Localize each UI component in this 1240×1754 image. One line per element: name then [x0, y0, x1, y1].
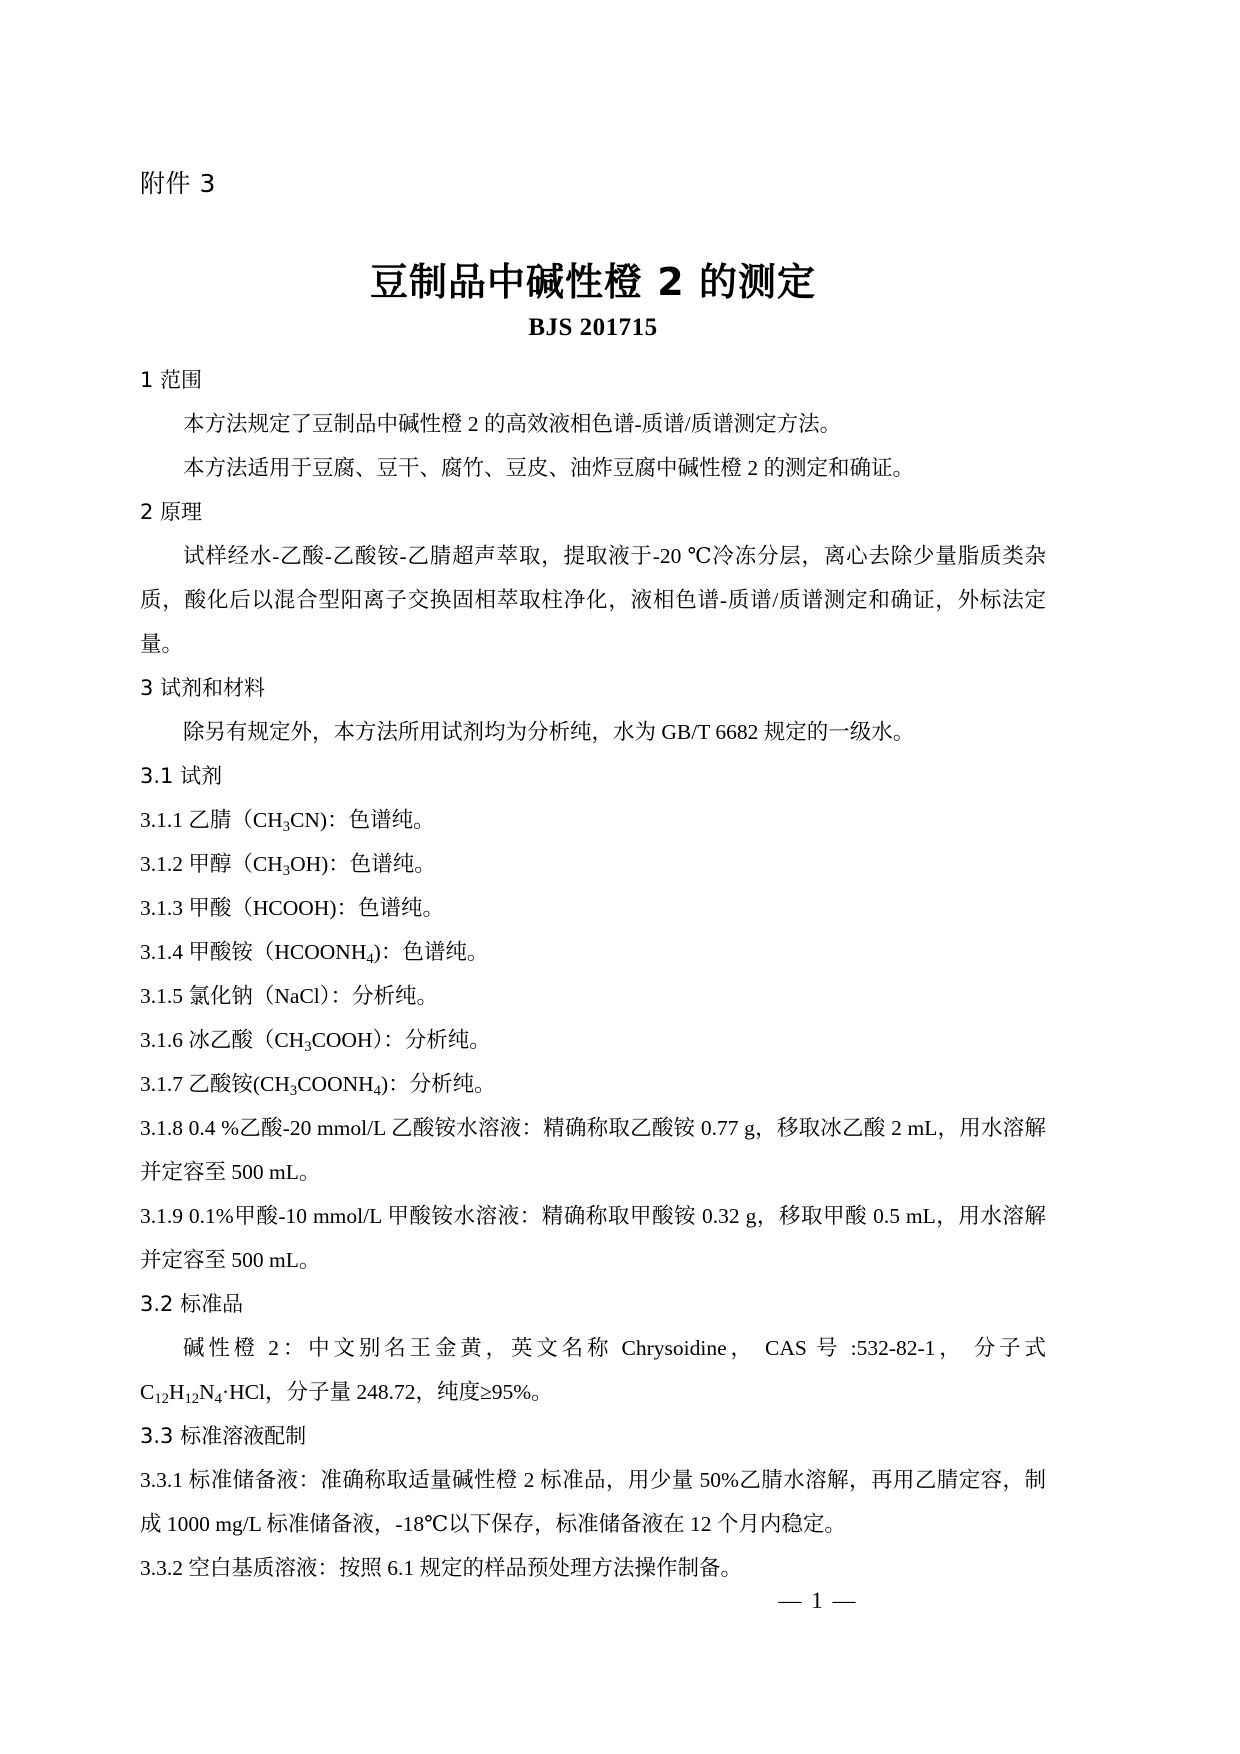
formula-subscript: 3 [282, 819, 291, 836]
reagent-text-tail: CN)：色谱纯。 [290, 808, 435, 832]
formula-subscript: 3 [304, 1039, 312, 1056]
reagent-text: 甲酸铵（HCOONH [188, 940, 367, 964]
document-code: BJS 201715 [528, 314, 658, 341]
reagent-item [140, 1062, 1046, 1106]
reagent-item [140, 886, 1046, 930]
scope-paragraph-2: 本方法适用于豆腐、豆干、腐竹、豆皮、油炸豆腐中碱性橙 2 的测定和确证。 [183, 456, 915, 480]
formula-subscript: 4 [366, 951, 374, 968]
reagent-item [140, 930, 1046, 974]
attachment-label: 附件 3 [140, 169, 216, 198]
reagent-id: 3.1.5 [140, 984, 183, 1008]
reagent-text: 甲醇（CH [188, 852, 283, 876]
formula-subscript: 4 [373, 1083, 381, 1100]
reagent-item-318: 3.1.8 0.4 %乙酸-20 mmol/L 乙酸铵水溶液：精确称取乙酸铵 0.77 g，移取冰乙酸 2 mL，用水溶解并定容至 500 mL。 [140, 1116, 1046, 1184]
formula-tail: ·HCl，分子量 248.72，纯度≥95%。 [221, 1380, 553, 1404]
formula-subscript: 3 [282, 863, 291, 880]
reagent-text: 冰乙酸（CH [188, 1028, 305, 1052]
reagents-paragraph: 除另有规定外，本方法所用试剂均为分析纯，水为 GB/T 6682 规定的一级水。 [183, 720, 915, 744]
reagent-id: 3.1.3 [140, 896, 183, 920]
standard-substance-line-1: 碱性橙 2：中文别名王金黄，英文名称 Chrysoidine， CAS 号 :532-82-1， 分子式 [183, 1336, 1046, 1360]
formula-subscript: 12 [184, 1391, 200, 1408]
reagent-item [140, 974, 1046, 1018]
section-heading-reagent-list: 3.1 试剂 [140, 764, 223, 788]
page-title: 豆制品中碱性橙 2 的测定 [370, 260, 816, 304]
section-heading-principle: 2 原理 [140, 500, 203, 524]
page-number: — 1 — [778, 1588, 858, 1613]
standard-solution-item-332: 3.3.2 空白基质溶液：按照 6.1 规定的样品预处理方法操作制备。 [140, 1556, 743, 1580]
formula-element: N [199, 1380, 215, 1404]
section-heading-reagents: 3 试剂和材料 [140, 676, 266, 700]
reagent-id: 3.1.6 [140, 1028, 183, 1052]
principle-paragraph: 试样经水-乙酸-乙酸铵-乙腈超声萃取，提取液于-20 ℃冷冻分层，离心去除少量脂质类杂质，酸化后以混合型阳离子交换固相萃取柱净化，液相色谱-质谱/质谱测定和确证，外标法定量。 [140, 544, 1046, 656]
reagent-item [140, 798, 1046, 842]
formula-element: C [140, 1380, 155, 1404]
reagent-text: 甲酸（HCOOH)：色谱纯。 [188, 896, 444, 920]
reagent-item-319: 3.1.9 0.1%甲酸-10 mmol/L 甲酸铵水溶液：精确称取甲酸铵 0.32 g，移取甲酸 0.5 mL，用水溶解并定容至 500 mL。 [140, 1204, 1046, 1272]
reagent-item [140, 1018, 1046, 1062]
reagent-text: 乙腈（CH [188, 808, 283, 832]
formula-subscript: 3 [289, 1083, 298, 1100]
reagent-text-tail: )：色谱纯。 [373, 940, 489, 964]
formula-element: H [168, 1380, 185, 1404]
page-content [140, 168, 1046, 1590]
section-heading-standards: 3.2 标准品 [140, 1292, 244, 1316]
reagent-text-tail: OH)：色谱纯。 [290, 852, 436, 876]
reagent-text: 氯化钠（NaCl）：分析纯。 [188, 984, 439, 1008]
reagent-id: 3.1.7 [140, 1072, 183, 1096]
reagent-text-mid: COONH [297, 1072, 374, 1096]
reagent-id: 3.1.4 [140, 940, 183, 964]
section-heading-scope: 1 范围 [140, 368, 203, 392]
reagent-text-tail: )：分析纯。 [380, 1072, 496, 1096]
reagent-text: 乙酸铵(CH [188, 1072, 290, 1096]
reagent-item [140, 842, 1046, 886]
formula-subscript: 4 [214, 1391, 222, 1408]
page-footer [0, 1588, 1240, 1614]
formula-subscript: 12 [154, 1391, 169, 1408]
reagent-id: 3.1.1 [140, 808, 183, 832]
scope-paragraph-1: 本方法规定了豆制品中碱性橙 2 的高效液相色谱-质谱/质谱测定方法。 [183, 412, 842, 436]
reagent-text-tail: COOH）：分析纯。 [311, 1028, 491, 1052]
standard-solution-item-331: 3.3.1 标准储备液：准确称取适量碱性橙 2 标准品，用少量 50%乙腈水溶解，再用乙腈定容，制成 1000 mg/L 标准储备液，-18℃以下保存，标准储备液在 12 个月内稳定。 [140, 1468, 1046, 1536]
section-heading-standard-solutions: 3.3 标准溶液配制 [140, 1424, 307, 1448]
reagent-id: 3.1.2 [140, 852, 183, 876]
standard-substance-line-2 [140, 1370, 1046, 1414]
